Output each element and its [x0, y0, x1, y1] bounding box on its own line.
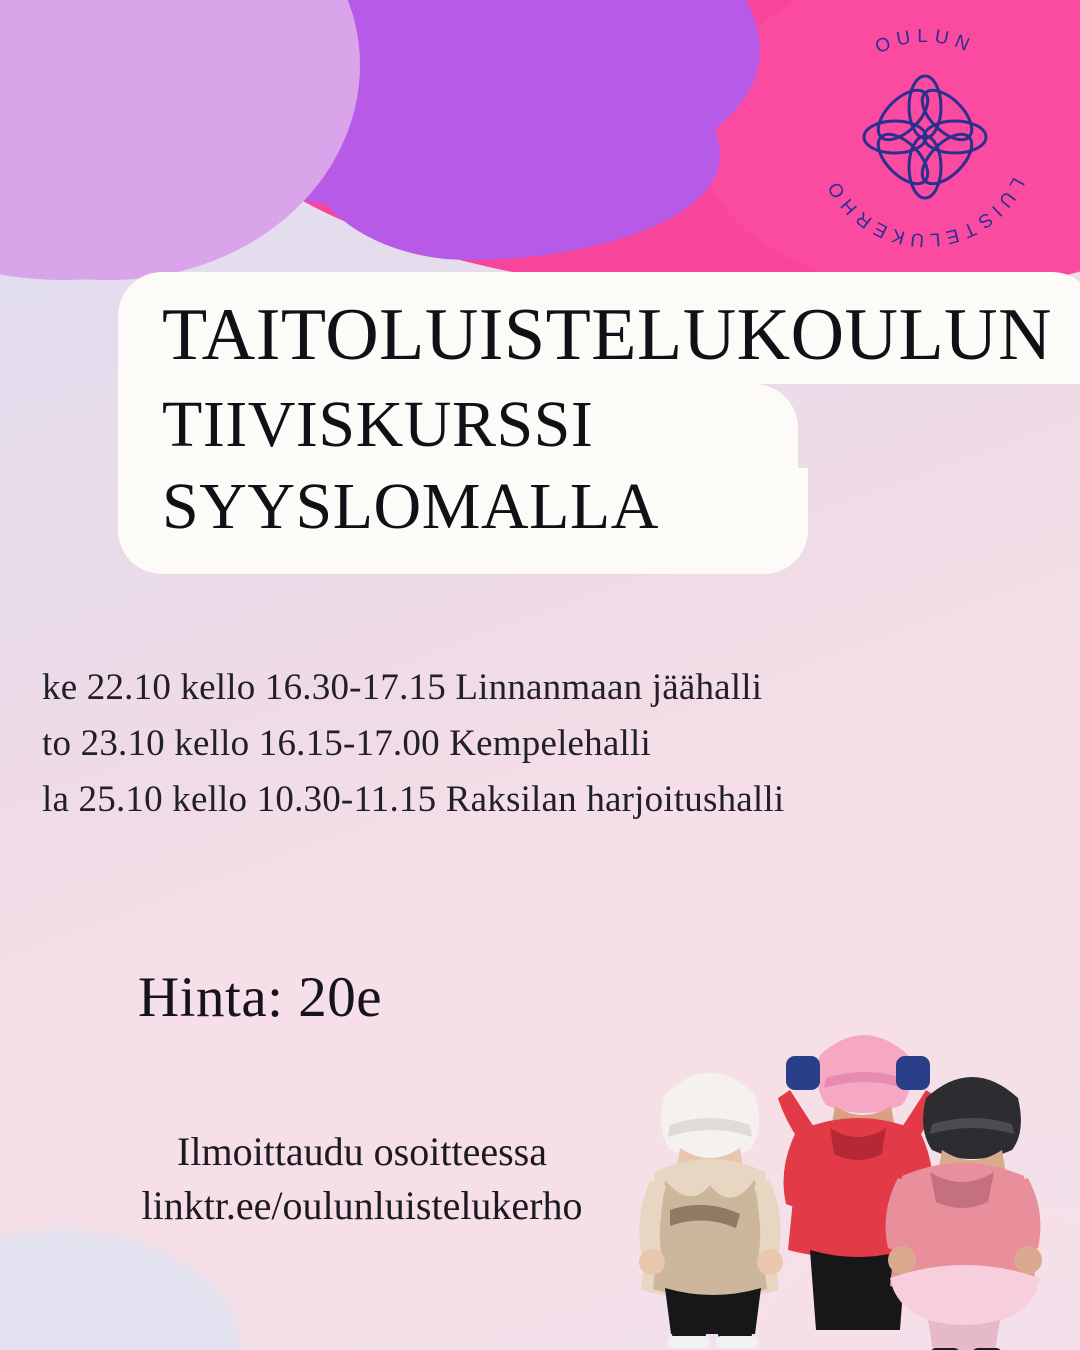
title-line-1: TAITOLUISTELUKOULUN — [118, 272, 1080, 384]
schedule-item: to 23.10 kello 16.15-17.00 Kempelehalli — [42, 723, 651, 765]
bottom-left-glow — [0, 1230, 240, 1350]
title-card — [118, 272, 1053, 574]
logo-text-top: OULUN — [872, 25, 978, 59]
schedule-list — [42, 660, 1002, 829]
svg-text:OULUN — [872, 26, 977, 58]
signup-instruction: Ilmoittaudu osoitteessa — [177, 1129, 547, 1174]
children-photo — [610, 880, 1080, 1350]
price-text: Hinta: 20e — [138, 966, 383, 1029]
svg-text:LUISTELUKERHO — [822, 174, 1028, 250]
schedule-item: ke 22.10 kello 16.30-17.15 Linnanmaan jäähalli — [42, 667, 763, 708]
schedule-item: la 25.10 kello 10.30-11.15 Raksilan harjoitushalli — [42, 779, 785, 821]
signup-link: linktr.ee/oulunluistelukerho — [141, 1183, 583, 1228]
logo-text-bottom: LUISTELUKERHO — [821, 173, 1029, 251]
club-logo — [800, 12, 1050, 262]
signup-block — [62, 1125, 662, 1233]
title-line-2: TIIVISKURSSI — [118, 384, 798, 468]
title-line-3: SYYSLOMALLA — [118, 468, 808, 574]
